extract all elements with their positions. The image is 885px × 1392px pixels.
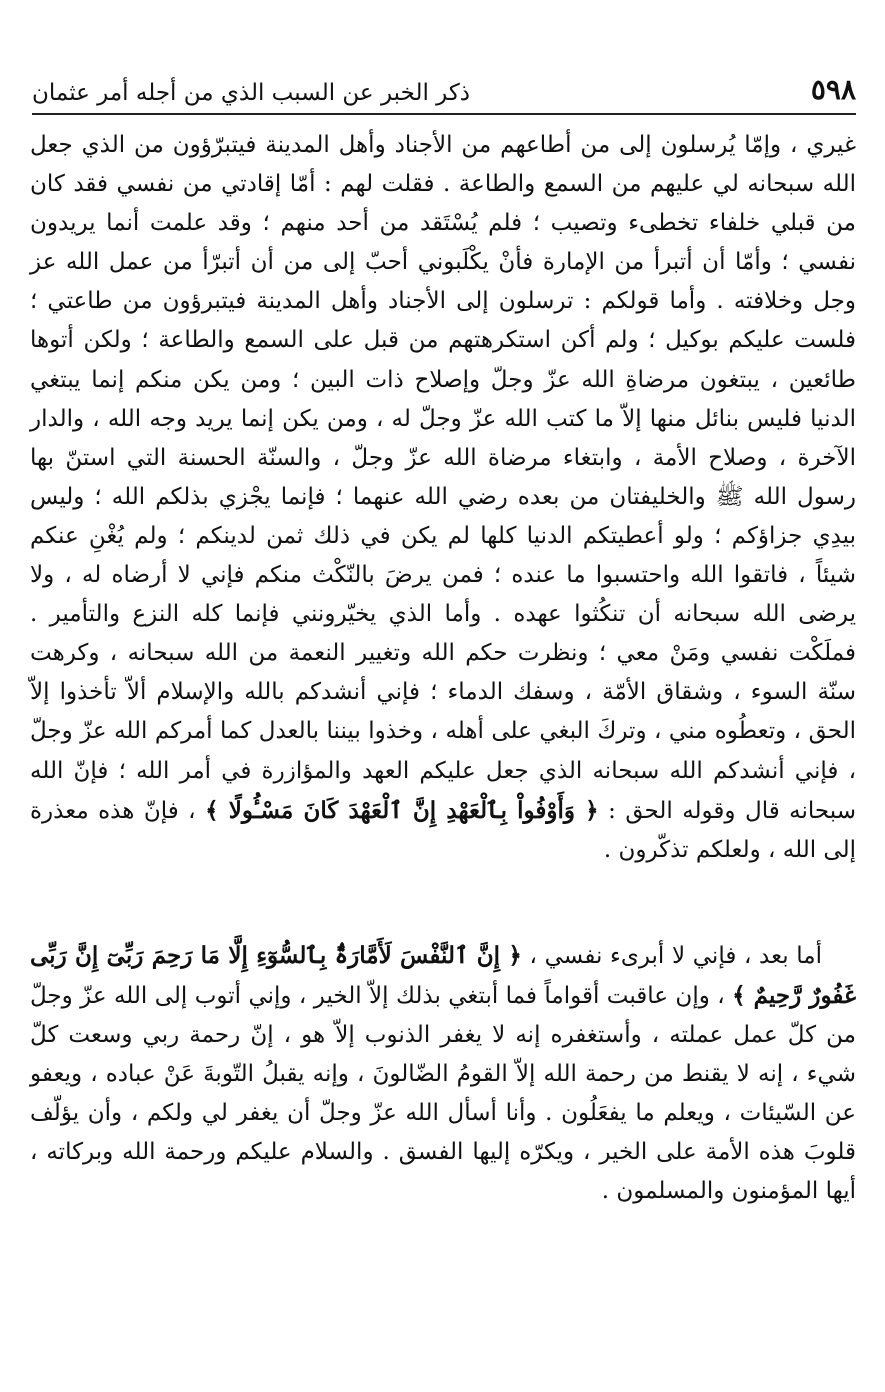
paragraph-2-start: أما بعد ، فإني لا أبرىء نفسي ، [521, 942, 823, 969]
paragraph-1 [30, 126, 856, 870]
quran-quote-2: ﴿ إِنَّ ٱلنَّفْسَ لَأَمَّارَةٌۢ بِٱلسُّوٓءِ إِلَّا مَا رَحِمَ رَبِّىٓ إِنَّ رَبِّى غَفُورٌ رَّحِيمٌ ﴾ [30, 941, 856, 1009]
paragraph-1-text: غيري ، وإمّا يُرسلون إلى من أطاعهم من الأجناد وأهل المدينة فيتبرّؤون من الذي جعل الله سبحانه لي عليهم من السمع والطاعة . فقلت لهم : أمّا إقادتي من نفسي فقد كان من قبلي خلفاء تخطىء وتصيب ؛ فلم يُسْتَقد من أحد منهم ؛ وقد علمت أنما يريدون نفسي ؛ وأمّا أن أتبرأ من الإمارة فأنْ يكْلَبوني أحبّ إلى من أن أتبرّأ من عمل الله عز وجل وخلافته . وأما قولكم : ترسلون إلى الأجناد وأهل المدينة فيتبرؤون من طاعتي ؛ فلست عليكم بوكيل ؛ ولم أكن استكرهتهم من قبل على السمع والطاعة ؛ ولكن أتوها طائعين ، يبتغون مرضاةِ الله عزّ وجلّ وإصلاح ذات البين ؛ ومن يكن منكم إنما يبتغي الدنيا فليس بنائل منها إلاّ ما كتب الله عزّ وجلّ له ، ومن يكن إنما يريد وجه الله ، والدار الآخرة ، وصلاح الأمة ، وابتغاء مرضاة الله عزّ وجلّ ، والسنّة الحسنة التي استنّ بها رسول الله ﷺ والخليفتان من بعده رضي الله عنهما ؛ فإنما يجْزي بذلكم الله ؛ وليس بيدِي جزاؤكم ؛ ولو أعطيتكم الدنيا كلها لم يكن في ذلك ثمن لدينكم ؛ ولم يُغْنِ عنكم شيئاً ، فاتقوا الله واحتسبوا ما عنده ؛ فمن يرضَ بالنّكْث منكم فإني لا أرضاه له ، ولا يرضى الله سبحانه أن تنكُثوا عهده . وأما الذي يخيّرونني فإنما كله النزع والتأمير . فملَكْت نفسي ومَنْ معي ؛ ونظرت حكم الله وتغيير النعمة من الله سبحانه ، وكرهت سنّة السوء ، وشقاق الأمّة ، وسفك الدماء ؛ فإني أنشدكم بالله والإسلام ألاّ تأخذوا إلاّ الحق ، وتعطُوه مني ، وتركَ البغي على أهله ، وخذوا بيننا بالعدل كما أمركم الله عزّ وجلّ ، فإني أنشدكم الله سبحانه الذي جعل عليكم العهد والمؤازرة في أمر الله ؛ فإنّ الله سبحانه قال وقوله الحق : [30, 132, 856, 824]
running-title: ذكر الخبر عن السبب الذي من أجله أمر عثمان [32, 80, 471, 106]
page-header [32, 62, 856, 112]
header-rule [32, 113, 856, 115]
page-body [30, 126, 856, 1211]
page-number: ٥٩٨ [810, 73, 856, 106]
quran-quote-1: ﴿ وَأَوْفُواْ بِٱلْعَهْدِ إِنَّ ٱلْعَهْدَ كَانَ مَسْـُٔولًا ﴾ [205, 796, 599, 824]
paragraph-1-end: ، فإنّ هذه معذرة إلى الله ، ولعلكم تذكّرون . [30, 797, 856, 863]
paragraph-2 [30, 936, 856, 1212]
paragraph-2-text: ، وإن عاقبت أقواماً فما أبتغي بذلك إلاّ الخير ، وإني أتوب إلى الله عزّ وجلّ من كلّ عمل عملته ، وأستغفره إنه لا يغفر الذنوب إلاّ هو ، إنّ رحمة ربي وسعت كلّ شيء ، إنه لا يقنط من رحمة الله إلاّ القومُ الضّالونَ ، وإنه يقبلُ التّوبةَ عَنْ عباده ، ويعفو عن السّيئات ، ويعلم ما يفعَلُون . وأنا أسأل الله عزّ وجلّ أن يغفر لي ولكم ، وأن يؤلّف قلوبَ هذه الأمة على الخير ، ويكرّه إليها الفسق . والسلام عليكم ورحمة الله وبركاته ، أيها المؤمنون والمسلمون . [30, 982, 856, 1205]
paragraph-spacer [30, 870, 856, 936]
